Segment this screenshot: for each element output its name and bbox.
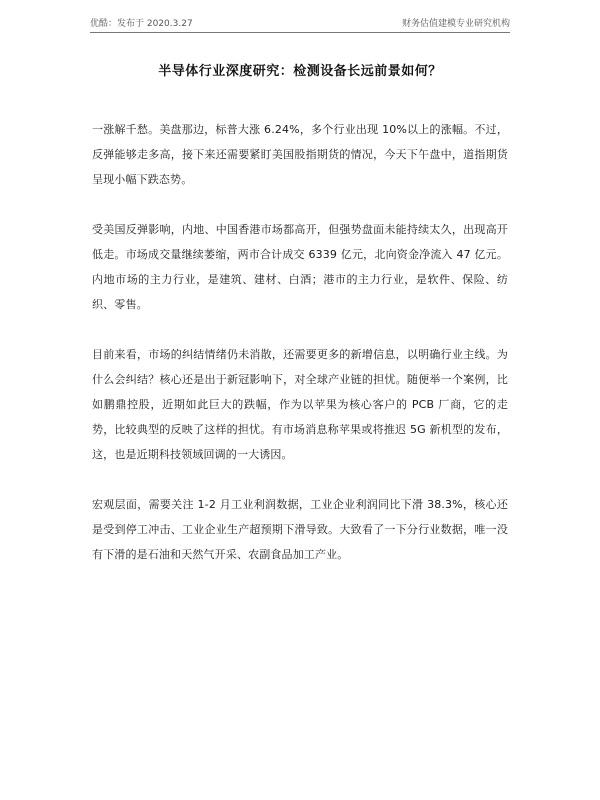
document-title: 半导体行业深度研究：检测设备长远前景如何？	[158, 64, 442, 79]
header-publish-info: 优酷：发布于 2020.3.27	[90, 19, 193, 29]
header-divider	[90, 32, 510, 33]
page-header	[90, 16, 510, 32]
paragraph-2: 受美国反弹影响，内地、中国香港市场都高开，但强势盘面未能持续太久，出现高开低走。市场成交量继续萎缩，两市合计成交 6339 亿元，北向资金净流入 47 亿元。内地市场的主力行业，是建筑、建材、白酒；港市的主力行业，是软件、保险、纺织、零售。	[92, 223, 508, 311]
article-body	[92, 117, 508, 592]
header-organization: 财务估值建模专业研究机构	[401, 19, 510, 29]
paragraph-4: 宏观层面，需要关注 1-2 月工业利润数据，工业企业利润同比下滑 38.3%，核心还是受到停工冲击、工业企业生产超预期下滑导致。大致看了一下分行业数据，唯一没有下滑的是石油和天然气开采、农副食品加工产业。	[92, 498, 508, 561]
paragraph-1: 一涨解千愁。美盘那边，标普大涨 6.24%，多个行业出现 10%以上的涨幅。不过，反弹能够走多高，接下来还需要紧盯美国股指期货的情况，今天下午盘中，道指期货呈现小幅下跌态势。	[92, 123, 508, 186]
paragraph-3: 目前来看，市场的纠结情绪仍未消散，还需要更多的新增信息，以明确行业主线。为什么会纠结？核心还是出于新冠影响下，对全球产业链的担忧。随便举一个案例，比如鹏鼎控股，近期如此巨大的跌幅，作为以苹果为核心客户的 PCB 厂商，它的走势，比较典型的反映了这样的担忧。有市场消息称苹果或将推迟 5G 新机型的发布，这，也是近期科技领域回调的一大诱因。	[92, 348, 508, 461]
